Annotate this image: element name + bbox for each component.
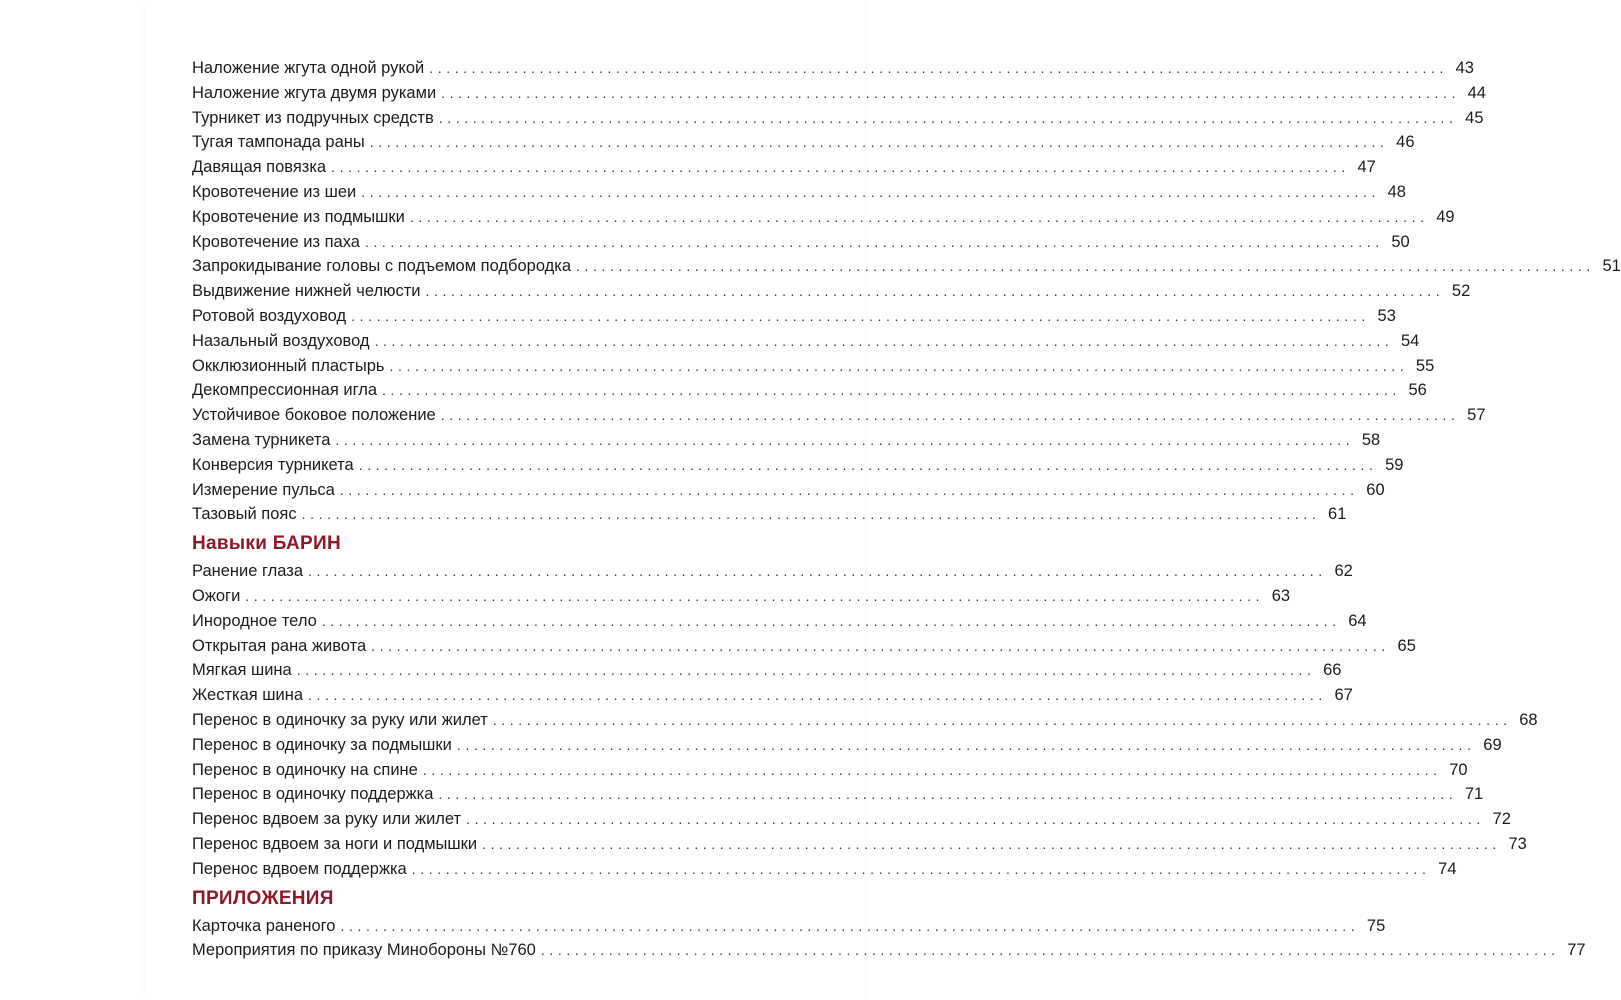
toc-entry-page-number: 62 xyxy=(1334,562,1353,581)
toc-entry[interactable] xyxy=(192,130,1415,155)
toc-entry[interactable] xyxy=(192,329,1420,354)
toc-entry-title: Давящая повязка xyxy=(192,158,327,177)
toc-entry-page-number: 69 xyxy=(1483,735,1502,754)
toc-entry-page-number: 70 xyxy=(1449,760,1468,779)
dot-leader: ........................................................................................................................ xyxy=(339,481,1359,498)
toc-entry[interactable] xyxy=(192,733,1502,758)
toc-entry-title: Перенос вдвоем поддержка xyxy=(192,859,407,878)
toc-entry[interactable] xyxy=(192,180,1406,205)
toc-entry-title: Перенос вдвоем за руку или жилет xyxy=(192,810,462,829)
toc-entry-title: Наложение жгута одной рукой xyxy=(192,59,425,77)
toc-entry-title: Перенос в одиночку за подмышки xyxy=(192,735,452,754)
toc-group-barin xyxy=(192,559,1538,881)
toc-entry-page-number: 56 xyxy=(1408,381,1427,400)
toc-group-appendix xyxy=(192,914,1586,964)
toc-entry-title: Устойчивое боковое положение xyxy=(192,406,436,425)
toc-entry[interactable] xyxy=(192,230,1410,255)
toc-entry[interactable] xyxy=(192,914,1386,939)
toc-entry[interactable] xyxy=(192,609,1367,634)
dot-leader: ........................................................................................................................ xyxy=(441,84,1460,101)
dot-leader: ........................................................................................................................ xyxy=(409,208,1429,225)
toc-entry-page-number: 67 xyxy=(1334,686,1353,705)
toc-entry-page-number: 63 xyxy=(1271,586,1291,605)
table-of-contents xyxy=(192,56,1621,963)
toc-entry[interactable] xyxy=(192,304,1396,329)
toc-entry-title: Мероприятия по приказу Минобороны №760 xyxy=(192,941,536,960)
toc-entry-title: Замена турникета xyxy=(192,430,331,449)
dot-leader: ........................................................................................................................ xyxy=(331,159,1350,176)
toc-entry[interactable] xyxy=(192,708,1538,733)
toc-entry[interactable] xyxy=(192,658,1342,683)
toc-entry[interactable] xyxy=(192,205,1455,230)
section-heading-barin: Навыки БАРИН xyxy=(192,533,341,555)
dot-leader: ........................................................................................................................ xyxy=(429,60,1448,76)
dot-leader: ........................................................................................................................ xyxy=(422,761,1442,778)
toc-entry-title: Перенос в одиночку за руку или жилет xyxy=(192,710,488,729)
toc-entry[interactable] xyxy=(192,857,1457,882)
toc-entry-page-number: 50 xyxy=(1391,232,1410,251)
dot-leader: ........................................................................................................................ xyxy=(351,307,1370,324)
toc-entry[interactable] xyxy=(192,428,1381,453)
dot-leader: ........................................................................................................................ xyxy=(335,431,1355,448)
dot-leader: ........................................................................................................................ xyxy=(438,786,1458,803)
toc-entry-title: Запрокидывание головы с подъемом подбородка xyxy=(192,257,572,276)
toc-entry[interactable] xyxy=(192,155,1376,180)
toc-entry-page-number: 75 xyxy=(1366,916,1386,935)
toc-entry-title: Турникет из подручных средств xyxy=(192,108,434,127)
toc-entry[interactable] xyxy=(192,56,1474,81)
dot-leader: ........................................................................................................................ xyxy=(358,456,1378,473)
dot-leader: ........................................................................................................................ xyxy=(340,917,1360,934)
dot-leader: ........................................................................................................................ xyxy=(492,711,1512,728)
toc-entry[interactable] xyxy=(192,354,1435,379)
dot-leader: ........................................................................................................................ xyxy=(369,134,1389,151)
dot-leader: ........................................................................................................................ xyxy=(308,563,1327,580)
toc-entry-page-number: 43 xyxy=(1455,59,1474,77)
toc-entry[interactable] xyxy=(192,782,1484,807)
toc-entry-title: Ожоги xyxy=(192,586,241,605)
toc-entry-title: Выдвижение нижней челюсти xyxy=(192,282,421,301)
toc-entry-page-number: 57 xyxy=(1467,406,1486,425)
toc-entry-page-number: 66 xyxy=(1323,661,1342,680)
toc-entry[interactable] xyxy=(192,938,1586,963)
dot-leader: ........................................................................................................................ xyxy=(364,233,1384,250)
dot-leader: ........................................................................................................................ xyxy=(296,662,1316,679)
toc-entry-title: Ранение глаза xyxy=(192,562,304,581)
toc-entry-title: Мягкая шина xyxy=(192,661,292,680)
toc-entry[interactable] xyxy=(192,502,1347,527)
toc-entry-page-number: 47 xyxy=(1357,158,1376,177)
toc-entry-title: Тазовый пояс xyxy=(192,505,297,524)
toc-entry-page-number: 58 xyxy=(1361,430,1381,449)
dot-leader: ........................................................................................................................ xyxy=(482,835,1501,852)
dot-leader: ........................................................................................................................ xyxy=(321,612,1341,629)
dot-leader: ........................................................................................................................ xyxy=(374,332,1394,349)
toc-entry-title: Перенос в одиночку поддержка xyxy=(192,785,434,804)
toc-entry[interactable] xyxy=(192,106,1484,131)
toc-entry-title: Ротовой воздуховод xyxy=(192,306,347,325)
dot-leader: ........................................................................................................................ xyxy=(308,687,1327,704)
dot-leader: ........................................................................................................................ xyxy=(411,860,1431,877)
toc-entry-page-number: 61 xyxy=(1328,505,1347,524)
dot-leader: ........................................................................................................................ xyxy=(425,283,1445,300)
toc-entry-page-number: 44 xyxy=(1467,83,1486,102)
dot-leader: ........................................................................................................................ xyxy=(456,736,1476,753)
toc-entry-title: Инородное тело xyxy=(192,611,317,630)
toc-entry-title: Тугая тампонада раны xyxy=(192,133,365,152)
toc-entry-page-number: 45 xyxy=(1465,108,1484,127)
dot-leader: ........................................................................................................................ xyxy=(361,183,1380,200)
toc-entry-page-number: 51 xyxy=(1602,257,1621,276)
toc-entry-page-number: 77 xyxy=(1567,941,1586,960)
toc-entry[interactable] xyxy=(192,559,1353,584)
toc-entry-page-number: 52 xyxy=(1451,282,1471,301)
toc-entry-page-number: 60 xyxy=(1366,480,1385,499)
toc-entry-page-number: 55 xyxy=(1415,356,1435,375)
toc-group-first-aid xyxy=(192,56,1621,527)
toc-entry[interactable] xyxy=(192,279,1471,304)
dot-leader: ........................................................................................................................ xyxy=(389,357,1409,374)
toc-entry-title: Декомпрессионная игла xyxy=(192,381,378,400)
dot-leader: ........................................................................................................................ xyxy=(301,506,1321,523)
dot-leader: ........................................................................................................................ xyxy=(382,382,1401,399)
toc-entry-page-number: 64 xyxy=(1348,611,1367,630)
dot-leader: ........................................................................................................................ xyxy=(245,587,1265,604)
toc-entry-page-number: 49 xyxy=(1436,207,1455,226)
toc-entry-title: Карточка раненого xyxy=(192,916,336,935)
toc-entry-page-number: 46 xyxy=(1396,133,1415,152)
dot-leader: ........................................................................................................................ xyxy=(540,942,1560,959)
toc-entry-page-number: 73 xyxy=(1508,834,1527,853)
toc-entry[interactable] xyxy=(192,584,1291,609)
dot-leader: ........................................................................................................................ xyxy=(438,109,1458,126)
toc-entry-title: Перенос в одиночку на спине xyxy=(192,760,418,779)
toc-entry-title: Назальный воздуховод xyxy=(192,331,370,350)
toc-entry-title: Открытая рана живота xyxy=(192,636,367,655)
toc-entry-page-number: 74 xyxy=(1438,859,1457,878)
dot-leader: ........................................................................................................................ xyxy=(440,407,1460,424)
toc-entry[interactable] xyxy=(192,254,1621,279)
dot-leader: ........................................................................................................................ xyxy=(576,258,1595,275)
toc-entry[interactable] xyxy=(192,683,1353,708)
toc-entry-title: Окклюзионный пластырь xyxy=(192,356,385,375)
toc-entry-page-number: 59 xyxy=(1385,455,1404,474)
toc-entry-title: Измерение пульса xyxy=(192,480,335,499)
toc-entry[interactable] xyxy=(192,807,1511,832)
section-heading-appendix: ПРИЛОЖЕНИЯ xyxy=(192,887,334,909)
toc-entry-page-number: 53 xyxy=(1377,306,1396,325)
dot-leader: ........................................................................................................................ xyxy=(371,637,1390,654)
toc-entry-title: Кровотечение из подмышки xyxy=(192,207,405,226)
dot-leader: ........................................................................................................................ xyxy=(466,811,1485,828)
toc-entry-page-number: 72 xyxy=(1492,810,1511,829)
toc-entry-title: Кровотечение из шеи xyxy=(192,182,357,201)
toc-entry-page-number: 71 xyxy=(1464,785,1484,804)
toc-entry-title: Наложение жгута двумя руками xyxy=(192,83,437,102)
toc-entry[interactable] xyxy=(192,478,1385,503)
toc-entry-title: Перенос вдвоем за ноги и подмышки xyxy=(192,834,478,853)
toc-entry-page-number: 48 xyxy=(1387,182,1406,201)
toc-entry-title: Конверсия турникета xyxy=(192,455,354,474)
toc-entry[interactable] xyxy=(192,453,1404,478)
toc-entry[interactable] xyxy=(192,403,1486,428)
toc-entry-title: Жесткая шина xyxy=(192,686,304,705)
toc-entry[interactable] xyxy=(192,832,1527,857)
toc-entry-page-number: 65 xyxy=(1397,636,1416,655)
toc-entry-page-number: 54 xyxy=(1400,331,1420,350)
toc-entry[interactable] xyxy=(192,758,1468,783)
toc-entry[interactable] xyxy=(192,378,1427,403)
toc-entry[interactable] xyxy=(192,81,1486,106)
toc-entry-title: Кровотечение из паха xyxy=(192,232,360,251)
toc-entry-page-number: 68 xyxy=(1519,710,1538,729)
toc-entry[interactable] xyxy=(192,634,1416,659)
